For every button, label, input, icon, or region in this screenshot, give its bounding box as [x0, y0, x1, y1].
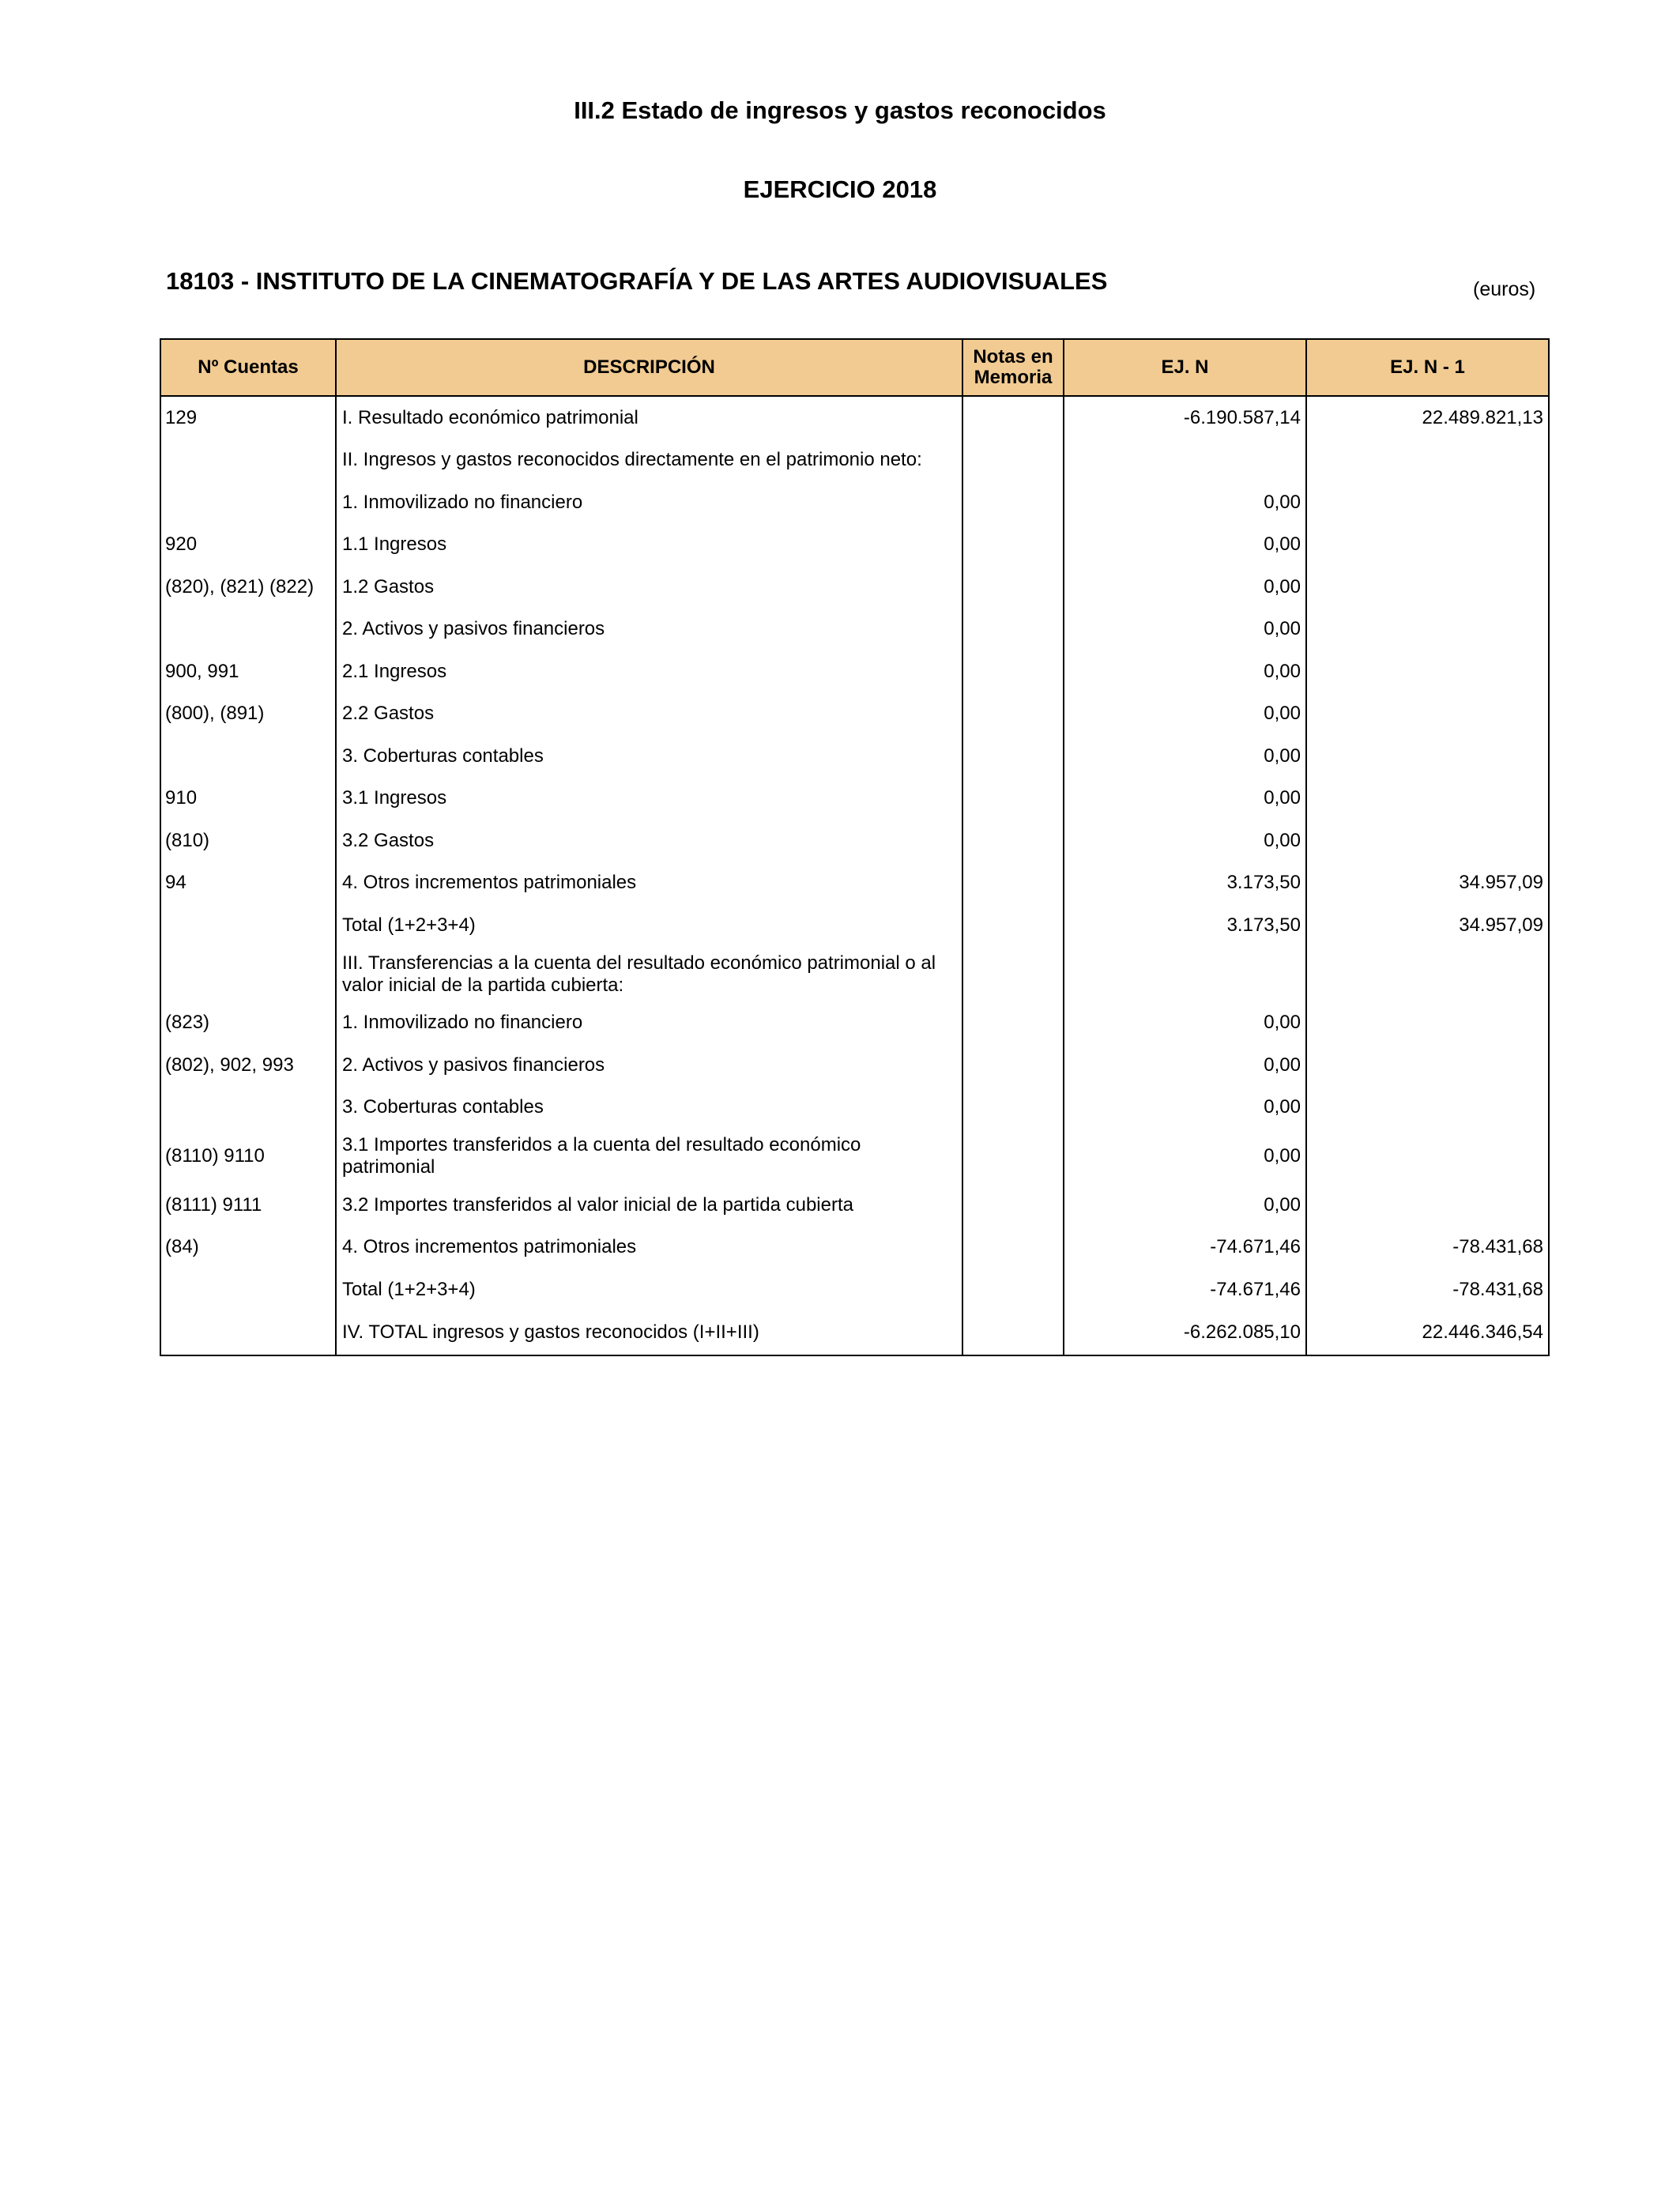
row-ej-n1-cell: -78.431,68 [1306, 1227, 1549, 1269]
row-description-cell: Total (1+2+3+4) [336, 1269, 962, 1311]
row-account-cell: 910 [160, 778, 336, 820]
row-description-cell: 1.2 Gastos [336, 566, 962, 609]
table-row [160, 439, 1549, 482]
row-notes-cell [962, 1129, 1064, 1184]
row-ej-n1-cell [1306, 820, 1549, 862]
row-ej-n-cell: 0,00 [1064, 524, 1306, 567]
row-notes-cell [962, 1002, 1064, 1045]
row-ej-n1-cell: -78.431,68 [1306, 1269, 1549, 1311]
table-row [160, 609, 1549, 651]
row-notes-cell [962, 735, 1064, 778]
row-notes-cell [962, 862, 1064, 905]
row-account-cell: 94 [160, 862, 336, 905]
row-description-cell: 2.1 Ingresos [336, 650, 962, 693]
row-description-cell: II. Ingresos y gastos reconocidos directamente en el patrimonio neto: [336, 439, 962, 482]
row-ej-n1-cell [1306, 439, 1549, 482]
row-notes-cell [962, 693, 1064, 736]
row-ej-n1-cell [1306, 735, 1549, 778]
entity-heading: 18103 - INSTITUTO DE LA CINEMATOGRAFÍA Y DE LAS ARTES AUDIOVISUALES [166, 267, 1108, 295]
row-ej-n1-cell [1306, 947, 1549, 1002]
row-description-cell: 3. Coberturas contables [336, 735, 962, 778]
row-ej-n1-cell: 34.957,09 [1306, 904, 1549, 947]
header-accounts: Nº Cuentas [160, 339, 336, 396]
row-ej-n1-cell [1306, 1184, 1549, 1227]
table-row [160, 904, 1549, 947]
row-notes-cell [962, 778, 1064, 820]
row-ej-n-cell: 0,00 [1064, 778, 1306, 820]
row-account-cell: 129 [160, 396, 336, 439]
row-ej-n-cell: 3.173,50 [1064, 904, 1306, 947]
currency-unit-label: (euros) [1473, 278, 1536, 300]
row-ej-n-cell: -6.262.085,10 [1064, 1311, 1306, 1355]
table-row [160, 1002, 1549, 1045]
header-ej-n: EJ. N [1064, 339, 1306, 396]
table-header-row [160, 339, 1549, 396]
table-row [160, 1311, 1549, 1355]
row-description-cell: 1.1 Ingresos [336, 524, 962, 567]
row-description-cell: 3.2 Gastos [336, 820, 962, 862]
row-notes-cell [962, 1044, 1064, 1087]
row-notes-cell [962, 481, 1064, 524]
row-account-cell [160, 481, 336, 524]
row-notes-cell [962, 1269, 1064, 1311]
row-ej-n1-cell [1306, 1087, 1549, 1129]
table-row [160, 820, 1549, 862]
row-ej-n-cell: 0,00 [1064, 481, 1306, 524]
row-description-cell: 3. Coberturas contables [336, 1087, 962, 1129]
table-row [160, 1227, 1549, 1269]
row-account-cell: (84) [160, 1227, 336, 1269]
row-description-cell: 2.2 Gastos [336, 693, 962, 736]
row-ej-n1-cell [1306, 693, 1549, 736]
table-row [160, 693, 1549, 736]
row-ej-n-cell: 0,00 [1064, 609, 1306, 651]
row-account-cell: (820), (821) (822) [160, 566, 336, 609]
row-ej-n1-cell [1306, 524, 1549, 567]
row-ej-n-cell: 3.173,50 [1064, 862, 1306, 905]
row-account-cell: (823) [160, 1002, 336, 1045]
row-description-cell: I. Resultado económico patrimonial [336, 396, 962, 439]
row-ej-n1-cell [1306, 778, 1549, 820]
row-ej-n1-cell [1306, 1002, 1549, 1045]
fiscal-year-heading: EJERCICIO 2018 [743, 175, 937, 203]
row-account-cell: (8110) 9110 [160, 1129, 336, 1184]
row-notes-cell [962, 1311, 1064, 1355]
row-description-cell: 4. Otros incrementos patrimoniales [336, 1227, 962, 1269]
table-row [160, 650, 1549, 693]
row-description-cell: 1. Inmovilizado no financiero [336, 481, 962, 524]
table-row [160, 1184, 1549, 1227]
row-description-cell: 4. Otros incrementos patrimoniales [336, 862, 962, 905]
row-description-cell: 3.1 Importes transferidos a la cuenta del resultado económico patrimonial [336, 1129, 962, 1184]
row-notes-cell [962, 609, 1064, 651]
row-account-cell [160, 1269, 336, 1311]
row-ej-n1-cell [1306, 650, 1549, 693]
income-expense-table [160, 338, 1550, 1356]
row-ej-n-cell: 0,00 [1064, 693, 1306, 736]
row-notes-cell [962, 1227, 1064, 1269]
table-row [160, 862, 1549, 905]
header-notes [962, 339, 1064, 396]
row-ej-n-cell: -6.190.587,14 [1064, 396, 1306, 439]
table-row [160, 1044, 1549, 1087]
row-ej-n1-cell [1306, 1129, 1549, 1184]
row-ej-n-cell: 0,00 [1064, 1044, 1306, 1087]
row-ej-n-cell: 0,00 [1064, 650, 1306, 693]
row-account-cell [160, 904, 336, 947]
row-ej-n-cell: -74.671,46 [1064, 1227, 1306, 1269]
table-body [160, 396, 1549, 1355]
table-row [160, 481, 1549, 524]
row-description-cell: IV. TOTAL ingresos y gastos reconocidos (I+II+III) [336, 1311, 962, 1355]
row-ej-n-cell: 0,00 [1064, 566, 1306, 609]
row-ej-n-cell: -74.671,46 [1064, 1269, 1306, 1311]
row-notes-cell [962, 396, 1064, 439]
row-ej-n-cell: 0,00 [1064, 1002, 1306, 1045]
page-title: III.2 Estado de ingresos y gastos reconocidos [574, 96, 1106, 124]
row-account-cell: (802), 902, 993 [160, 1044, 336, 1087]
row-description-cell: III. Transferencias a la cuenta del resultado económico patrimonial o al valor inicial de la partida cubierta: [336, 947, 962, 1002]
row-ej-n-cell: 0,00 [1064, 735, 1306, 778]
row-notes-cell [962, 820, 1064, 862]
row-ej-n-cell: 0,00 [1064, 820, 1306, 862]
row-ej-n1-cell: 22.446.346,54 [1306, 1311, 1549, 1355]
table-row [160, 566, 1549, 609]
row-ej-n-cell [1064, 439, 1306, 482]
row-account-cell: 900, 991 [160, 650, 336, 693]
row-ej-n1-cell [1306, 566, 1549, 609]
table-row [160, 1269, 1549, 1311]
row-account-cell: (800), (891) [160, 693, 336, 736]
row-account-cell [160, 735, 336, 778]
row-notes-cell [962, 904, 1064, 947]
row-ej-n1-cell [1306, 481, 1549, 524]
table-row [160, 735, 1549, 778]
row-account-cell [160, 439, 336, 482]
row-ej-n-cell: 0,00 [1064, 1087, 1306, 1129]
row-notes-cell [962, 1184, 1064, 1227]
row-account-cell: 920 [160, 524, 336, 567]
row-ej-n1-cell [1306, 1044, 1549, 1087]
row-ej-n-cell: 0,00 [1064, 1129, 1306, 1184]
row-description-cell: 1. Inmovilizado no financiero [336, 1002, 962, 1045]
row-account-cell: (8111) 9111 [160, 1184, 336, 1227]
row-notes-cell [962, 650, 1064, 693]
row-notes-cell [962, 1087, 1064, 1129]
table-row [160, 1087, 1549, 1129]
row-notes-cell [962, 566, 1064, 609]
row-account-cell [160, 1311, 336, 1355]
row-notes-cell [962, 524, 1064, 567]
table-row [160, 947, 1549, 1002]
table-row [160, 1129, 1549, 1184]
row-account-cell: (810) [160, 820, 336, 862]
row-description-cell: 2. Activos y pasivos financieros [336, 609, 962, 651]
row-ej-n-cell [1064, 947, 1306, 1002]
header-ej-n1: EJ. N - 1 [1306, 339, 1549, 396]
table-row [160, 396, 1549, 439]
row-ej-n1-cell [1306, 609, 1549, 651]
row-ej-n-cell: 0,00 [1064, 1184, 1306, 1227]
row-description-cell: Total (1+2+3+4) [336, 904, 962, 947]
row-notes-cell [962, 947, 1064, 1002]
row-ej-n1-cell: 22.489.821,13 [1306, 396, 1549, 439]
row-ej-n1-cell: 34.957,09 [1306, 862, 1549, 905]
row-account-cell [160, 1087, 336, 1129]
row-account-cell [160, 947, 336, 1002]
header-notes-line1: Notas en [973, 346, 1053, 368]
row-description-cell: 3.2 Importes transferidos al valor inicial de la partida cubierta [336, 1184, 962, 1227]
header-description: DESCRIPCIÓN [336, 339, 962, 396]
table-row [160, 778, 1549, 820]
table-row [160, 524, 1549, 567]
row-description-cell: 2. Activos y pasivos financieros [336, 1044, 962, 1087]
row-account-cell [160, 609, 336, 651]
row-description-cell: 3.1 Ingresos [336, 778, 962, 820]
header-notes-line2: Memoria [974, 367, 1053, 388]
row-notes-cell [962, 439, 1064, 482]
